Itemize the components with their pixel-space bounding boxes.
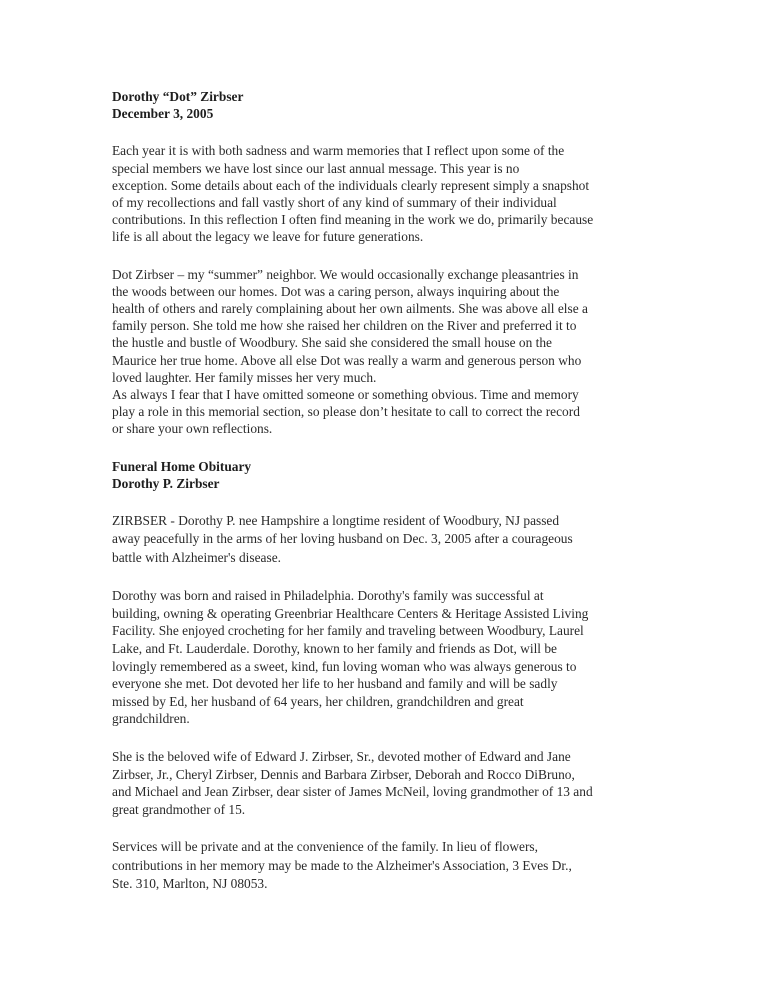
- text-line: Ste. 310, Marlton, NJ 08053.: [112, 876, 268, 892]
- obituary-paragraph-4: [112, 838, 672, 893]
- text-line: lovingly remembered as a sweet, kind, fun loving woman who was always generous to: [112, 658, 577, 674]
- text-line: great grandmother of 15.: [112, 801, 246, 817]
- text-line: Lake, and Ft. Lauderdale. Dorothy, known to her family and friends as Dot, will be: [112, 641, 557, 657]
- obituary-header: [112, 458, 672, 492]
- text-line: She is the beloved wife of Edward J. Zirbser, Sr., devoted mother of Edward and Jane: [112, 749, 571, 765]
- text-line: life is all about the legacy we leave for future generations.: [112, 229, 424, 245]
- text-line: Dot Zirbser – my “summer” neighbor. We would occasionally exchange pleasantries in: [112, 266, 579, 282]
- memorial-date: December 3, 2005: [112, 106, 214, 122]
- obituary-paragraph-3: [112, 748, 672, 818]
- obituary-paragraph-2: [112, 587, 672, 728]
- text-line: missed by Ed, her husband of 64 years, her children, grandchildren and great: [112, 693, 524, 709]
- intro-paragraph: [112, 142, 672, 245]
- text-line: building, owning & operating Greenbriar Healthcare Centers & Heritage Assisted Living: [112, 605, 589, 621]
- memorial-header: [112, 88, 672, 122]
- text-line: Zirbser, Jr., Cheryl Zirbser, Dennis and Barbara Zirbser, Deborah and Rocco DiBruno,: [112, 766, 575, 782]
- obituary-paragraph-1: [112, 512, 672, 567]
- reflection-paragraph: [112, 266, 672, 438]
- text-line: play a role in this memorial section, so please don’t hesitate to call to correct the record: [112, 404, 580, 420]
- text-line: exception. Some details about each of the individuals clearly represent simply a snapshot: [112, 177, 590, 193]
- obituary-subheading: Dorothy P. Zirbser: [112, 475, 220, 491]
- memorial-name: Dorothy “Dot” Zirbser: [112, 89, 244, 104]
- text-line: grandchildren.: [112, 711, 190, 727]
- text-line: Facility. She enjoyed crocheting for her family and traveling between Woodbury, Laurel: [112, 623, 584, 639]
- text-line: contributions in her memory may be made to the Alzheimer's Association, 3 Eves Dr.,: [112, 857, 572, 873]
- text-line: contributions. In this reflection I often find meaning in the work we do, primarily because: [112, 212, 594, 228]
- text-line: of my recollections and fall vastly short of any kind of summary of their individual: [112, 195, 557, 211]
- text-line: the woods between our homes. Dot was a caring person, always inquiring about the: [112, 283, 560, 299]
- obituary-heading: Funeral Home Obituary: [112, 458, 252, 474]
- text-line: Maurice her true home. Above all else Dot was really a warm and generous person who: [112, 352, 582, 368]
- text-line: loved laughter. Her family misses her very much.: [112, 369, 377, 385]
- text-line: battle with Alzheimer's disease.: [112, 549, 282, 565]
- text-line: and Michael and Jean Zirbser, dear sister of James McNeil, loving grandmother of 13 and: [112, 784, 593, 800]
- document-page: [112, 88, 672, 894]
- text-line: Services will be private and at the convenience of the family. In lieu of flowers,: [112, 839, 538, 855]
- text-line: family person. She told me how she raised her children on the River and preferred it to: [112, 318, 577, 334]
- text-line: special members we have lost since our last annual message. This year is no: [112, 160, 520, 176]
- text-line: Dorothy was born and raised in Philadelphia. Dorothy's family was successful at: [112, 588, 544, 604]
- text-line: everyone she met. Dot devoted her life to her husband and family and will be sadly: [112, 676, 558, 692]
- text-line: health of others and rarely complaining about her own ailments. She was above all else a: [112, 301, 588, 317]
- text-line: As always I fear that I have omitted someone or something obvious. Time and memory: [112, 387, 579, 403]
- text-line: or share your own reflections.: [112, 421, 273, 437]
- text-line: ZIRBSER - Dorothy P. nee Hampshire a longtime resident of Woodbury, NJ passed: [112, 513, 560, 529]
- text-line: Each year it is with both sadness and warm memories that I reflect upon some of the: [112, 143, 565, 159]
- text-line: away peacefully in the arms of her loving husband on Dec. 3, 2005 after a courageous: [112, 531, 573, 547]
- text-line: the hustle and bustle of Woodbury. She said she considered the small house on the: [112, 335, 552, 351]
